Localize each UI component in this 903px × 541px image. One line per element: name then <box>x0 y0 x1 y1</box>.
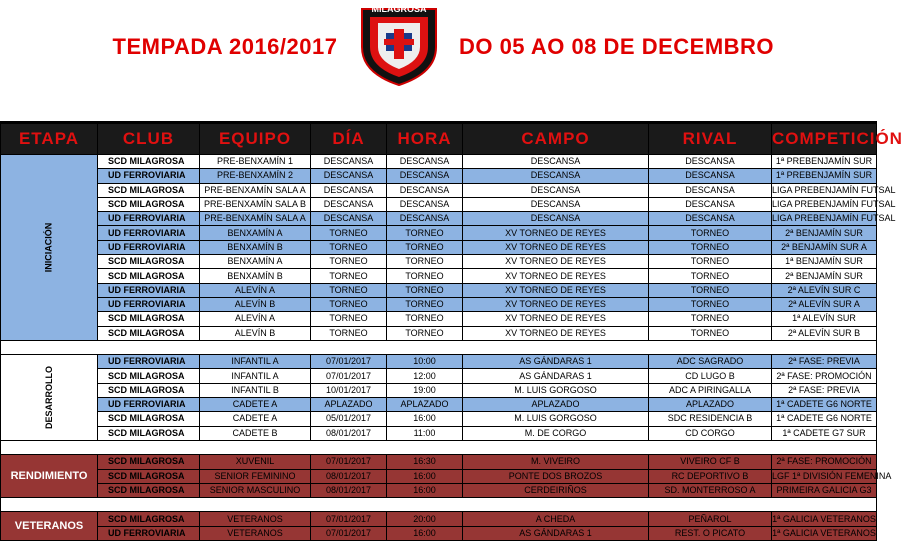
field-cell: PONTE DOS BROZOS <box>463 469 649 483</box>
rival-cell: PEÑAROL <box>649 512 772 526</box>
stage-cell <box>1 355 98 441</box>
day-cell: TORNEO <box>311 226 387 240</box>
team-cell: VETERANOS <box>200 526 311 540</box>
table-row <box>1 269 877 283</box>
team-cell: PRE-BENXAMÍN SALA B <box>200 197 311 211</box>
team-cell: BENXAMÍN B <box>200 269 311 283</box>
club-cell: SCD MILAGROSA <box>98 197 200 211</box>
time-cell: TORNEO <box>387 312 463 326</box>
team-cell: CADETE A <box>200 412 311 426</box>
rival-cell: DESCANSA <box>649 197 772 211</box>
table-row <box>1 398 877 412</box>
rival-cell: DESCANSA <box>649 155 772 169</box>
col-header-dia: DÍA <box>311 123 387 155</box>
table-row <box>1 197 877 211</box>
time-cell: APLAZADO <box>387 398 463 412</box>
field-cell: M. DE CORGO <box>463 426 649 440</box>
col-header-hora: HORA <box>387 123 463 155</box>
table-header-row <box>1 123 877 155</box>
team-cell: XUVENIL <box>200 455 311 469</box>
field-cell: AS GÁNDARAS 1 <box>463 369 649 383</box>
field-cell: XV TORNEO DE REYES <box>463 240 649 254</box>
section-gap-cell <box>1 340 877 354</box>
club-cell: SCD MILAGROSA <box>98 512 200 526</box>
rival-cell: DESCANSA <box>649 169 772 183</box>
rival-cell: REST. O PICATO <box>649 526 772 540</box>
day-cell: APLAZADO <box>311 398 387 412</box>
rival-cell: TORNEO <box>649 312 772 326</box>
day-cell: TORNEO <box>311 326 387 340</box>
competition-cell: 2ª FASE: PROMOCIÓN <box>772 369 877 383</box>
team-cell: PRE-BENXAMÍN SALA A <box>200 212 311 226</box>
col-header-club: CLUB <box>98 123 200 155</box>
col-header-campo: CAMPO <box>463 123 649 155</box>
day-cell: TORNEO <box>311 297 387 311</box>
competition-cell: 1ª GALICIA VETERANOS <box>772 526 877 540</box>
day-cell: 08/01/2017 <box>311 469 387 483</box>
day-cell: DESCANSA <box>311 169 387 183</box>
time-cell: 20:00 <box>387 512 463 526</box>
competition-cell: 2ª BENJAMÍN SUR <box>772 269 877 283</box>
competition-cell: 2ª ALEVÍN SUR B <box>772 326 877 340</box>
team-cell: INFANTIL A <box>200 369 311 383</box>
rival-cell: TORNEO <box>649 255 772 269</box>
table-row <box>1 326 877 340</box>
table-row <box>1 183 877 197</box>
col-header-rival: RIVAL <box>649 123 772 155</box>
time-cell: TORNEO <box>387 297 463 311</box>
rival-cell: TORNEO <box>649 240 772 254</box>
competition-cell: 2ª ALEVÍN SUR C <box>772 283 877 297</box>
field-cell: XV TORNEO DE REYES <box>463 283 649 297</box>
time-cell: 16:30 <box>387 455 463 469</box>
competition-cell: 2ª ALEVÍN SUR A <box>772 297 877 311</box>
field-cell: APLAZADO <box>463 398 649 412</box>
table-row <box>1 455 877 469</box>
stage-cell <box>1 155 98 341</box>
rival-cell: TORNEO <box>649 226 772 240</box>
fixtures-table <box>0 121 903 541</box>
field-cell: AS GÁNDARAS 1 <box>463 355 649 369</box>
team-cell: BENXAMÍN A <box>200 226 311 240</box>
competition-cell: 2ª BENJAMÍN SUR <box>772 226 877 240</box>
day-cell: TORNEO <box>311 312 387 326</box>
table-row <box>1 212 877 226</box>
day-cell: TORNEO <box>311 283 387 297</box>
team-cell: PRE-BENXAMÍN SALA A <box>200 183 311 197</box>
team-cell: ALEVÍN B <box>200 326 311 340</box>
field-cell: XV TORNEO DE REYES <box>463 312 649 326</box>
day-cell: 07/01/2017 <box>311 355 387 369</box>
field-cell: AS GÁNDARAS 1 <box>463 526 649 540</box>
time-cell: 10:00 <box>387 355 463 369</box>
club-cell: SCD MILAGROSA <box>98 255 200 269</box>
time-cell: DESCANSA <box>387 212 463 226</box>
competition-cell: 1ª PREBENJAMÍN SUR <box>772 155 877 169</box>
club-cell: SCD MILAGROSA <box>98 269 200 283</box>
competition-cell: 1ª BENJAMÍN SUR <box>772 255 877 269</box>
time-cell: TORNEO <box>387 269 463 283</box>
field-cell: A CHEDA <box>463 512 649 526</box>
table-row <box>1 426 877 440</box>
table-row <box>1 355 877 369</box>
team-cell: PRE-BENXAMÍN 1 <box>200 155 311 169</box>
time-cell: 11:00 <box>387 426 463 440</box>
club-crest-logo <box>356 3 442 87</box>
time-cell: DESCANSA <box>387 183 463 197</box>
team-cell: INFANTIL A <box>200 355 311 369</box>
competition-cell: LIGA PREBENJAMÍN FUTSAL <box>772 183 877 197</box>
table-row <box>1 312 877 326</box>
table-row <box>1 155 877 169</box>
club-cell: UD FERROVIARIA <box>98 526 200 540</box>
section-gap-cell <box>1 498 877 512</box>
club-cell: SCD MILAGROSA <box>98 426 200 440</box>
field-cell: DESCANSA <box>463 169 649 183</box>
club-cell: SCD MILAGROSA <box>98 183 200 197</box>
time-cell: TORNEO <box>387 326 463 340</box>
team-cell: ALEVÍN A <box>200 312 311 326</box>
table-row <box>1 469 877 483</box>
field-cell: DESCANSA <box>463 197 649 211</box>
team-cell: VETERANOS <box>200 512 311 526</box>
field-cell: XV TORNEO DE REYES <box>463 326 649 340</box>
club-cell: SCD MILAGROSA <box>98 369 200 383</box>
field-cell: DESCANSA <box>463 183 649 197</box>
club-cell: UD FERROVIARIA <box>98 297 200 311</box>
day-cell: 07/01/2017 <box>311 455 387 469</box>
competition-cell: 2ª FASE: PROMOCIÓN <box>772 455 877 469</box>
rival-cell: RC DEPORTIVO B <box>649 469 772 483</box>
field-cell: DESCANSA <box>463 155 649 169</box>
club-cell: UD FERROVIARIA <box>98 398 200 412</box>
competition-cell: 1ª ALEVÍN SUR <box>772 312 877 326</box>
club-cell: SCD MILAGROSA <box>98 469 200 483</box>
stage-label: RENDIMIENTO <box>10 469 88 482</box>
day-cell: DESCANSA <box>311 212 387 226</box>
field-cell: M. VIVEIRO <box>463 455 649 469</box>
team-cell: SENIOR MASCULINO <box>200 483 311 497</box>
competition-cell: 2ª BENJAMÍN SUR A <box>772 240 877 254</box>
day-cell: 05/01/2017 <box>311 412 387 426</box>
team-cell: ALEVÍN B <box>200 297 311 311</box>
club-cell: UD FERROVIARIA <box>98 240 200 254</box>
table-row <box>1 383 877 397</box>
competition-cell: PRIMEIRA GALICIA G3 <box>772 483 877 497</box>
section-gap <box>1 498 877 512</box>
rival-cell: APLAZADO <box>649 398 772 412</box>
time-cell: 19:00 <box>387 383 463 397</box>
time-cell: TORNEO <box>387 283 463 297</box>
rival-cell: SDC RESIDENCIA B <box>649 412 772 426</box>
day-cell: 10/01/2017 <box>311 383 387 397</box>
table-row <box>1 526 877 540</box>
table-row <box>1 369 877 383</box>
time-cell: 16:00 <box>387 526 463 540</box>
time-cell: TORNEO <box>387 255 463 269</box>
team-cell: CADETE B <box>200 426 311 440</box>
rival-cell: ADC SAGRADO <box>649 355 772 369</box>
day-cell: DESCANSA <box>311 155 387 169</box>
team-cell: BENXAMÍN B <box>200 240 311 254</box>
table-row <box>1 169 877 183</box>
season-title: TEMPADA 2016/2017 <box>112 34 338 59</box>
day-cell: DESCANSA <box>311 183 387 197</box>
table-row <box>1 226 877 240</box>
time-cell: 16:00 <box>387 469 463 483</box>
table-row <box>1 412 877 426</box>
rival-cell: TORNEO <box>649 283 772 297</box>
club-cell: UD FERROVIARIA <box>98 226 200 240</box>
rival-cell: CD CORGO <box>649 426 772 440</box>
team-cell: PRE-BENXAMÍN 2 <box>200 169 311 183</box>
col-header-equipo: EQUIPO <box>200 123 311 155</box>
section-gap <box>1 340 877 354</box>
time-cell: 16:00 <box>387 483 463 497</box>
stage-cell <box>1 455 98 498</box>
competition-cell: LIGA PREBENJAMÍN FUTSAL <box>772 197 877 211</box>
table-row <box>1 255 877 269</box>
col-header-competicion: COMPETICIÓN <box>772 123 877 155</box>
day-cell: TORNEO <box>311 269 387 283</box>
rival-cell: CD LUGO B <box>649 369 772 383</box>
field-cell: M. LUIS GORGOSO <box>463 383 649 397</box>
club-cell: UD FERROVIARIA <box>98 212 200 226</box>
day-cell: TORNEO <box>311 240 387 254</box>
stage-label: DESARROLLO <box>43 366 54 430</box>
rival-cell: ADC A PIRINGALLA <box>649 383 772 397</box>
competition-cell: 1ª CADETE G6 NORTE <box>772 412 877 426</box>
field-cell: M. LUIS GORGOSO <box>463 412 649 426</box>
time-cell: TORNEO <box>387 240 463 254</box>
table-row <box>1 283 877 297</box>
day-cell: 07/01/2017 <box>311 512 387 526</box>
table-row <box>1 483 877 497</box>
club-cell: UD FERROVIARIA <box>98 355 200 369</box>
day-cell: 07/01/2017 <box>311 369 387 383</box>
club-cell: SCD MILAGROSA <box>98 412 200 426</box>
time-cell: 16:00 <box>387 412 463 426</box>
time-cell: DESCANSA <box>387 197 463 211</box>
field-cell: XV TORNEO DE REYES <box>463 297 649 311</box>
day-cell: 07/01/2017 <box>311 526 387 540</box>
team-cell: SENIOR FEMININO <box>200 469 311 483</box>
fixtures-body <box>1 155 896 541</box>
field-cell: XV TORNEO DE REYES <box>463 255 649 269</box>
date-range-title: DO 05 AO 08 DE DECEMBRO <box>458 34 775 59</box>
table-row <box>1 512 877 526</box>
time-cell: DESCANSA <box>387 155 463 169</box>
rival-cell: TORNEO <box>649 269 772 283</box>
competition-cell: LIGA PREBENJAMÍN FUTSAL <box>772 212 877 226</box>
competition-cell: LGF 1ª DIVISIÓN FEMENINA <box>772 469 877 483</box>
col-header-etapa: ETAPA <box>1 123 98 155</box>
competition-cell: 2ª FASE: PREVIA <box>772 355 877 369</box>
time-cell: DESCANSA <box>387 169 463 183</box>
logo-name: MILAGROSA <box>371 4 427 14</box>
competition-cell: 1ª PREBENJAMÍN SUR <box>772 169 877 183</box>
competition-cell: 1ª CADETE G7 SUR <box>772 426 877 440</box>
rival-cell: TORNEO <box>649 297 772 311</box>
rival-cell: DESCANSA <box>649 212 772 226</box>
club-cell: SCD MILAGROSA <box>98 155 200 169</box>
day-cell: TORNEO <box>311 255 387 269</box>
team-cell: BENXAMÍN A <box>200 255 311 269</box>
competition-cell: 2ª FASE: PREVIA <box>772 383 877 397</box>
day-cell: DESCANSA <box>311 197 387 211</box>
club-cell: SCD MILAGROSA <box>98 455 200 469</box>
rival-cell: VIVEIRO CF B <box>649 455 772 469</box>
club-cell: SCD MILAGROSA <box>98 483 200 497</box>
club-cell: SCD MILAGROSA <box>98 383 200 397</box>
team-cell: INFANTIL B <box>200 383 311 397</box>
table-row <box>1 297 877 311</box>
table-row <box>1 240 877 254</box>
club-cell: UD FERROVIARIA <box>98 283 200 297</box>
team-cell: ALEVÍN A <box>200 283 311 297</box>
time-cell: 12:00 <box>387 369 463 383</box>
club-cell: SCD MILAGROSA <box>98 326 200 340</box>
stage-label: INICIACIÓN <box>43 222 54 273</box>
day-cell: 08/01/2017 <box>311 483 387 497</box>
rival-cell: TORNEO <box>649 326 772 340</box>
rival-cell: SD. MONTERROSO A <box>649 483 772 497</box>
competition-cell: 1ª GALICIA VETERANOS <box>772 512 877 526</box>
competition-cell: 1ª CADETE G6 NORTE <box>772 398 877 412</box>
stage-label: VETERANOS <box>14 519 84 532</box>
field-cell: DESCANSA <box>463 212 649 226</box>
rival-cell: DESCANSA <box>649 183 772 197</box>
club-cell: UD FERROVIARIA <box>98 169 200 183</box>
club-cell: SCD MILAGROSA <box>98 312 200 326</box>
field-cell: XV TORNEO DE REYES <box>463 226 649 240</box>
section-gap <box>1 440 877 454</box>
team-cell: CADETE A <box>200 398 311 412</box>
field-cell: CERDEIRIÑOS <box>463 483 649 497</box>
time-cell: TORNEO <box>387 226 463 240</box>
day-cell: 08/01/2017 <box>311 426 387 440</box>
field-cell: XV TORNEO DE REYES <box>463 269 649 283</box>
stage-cell <box>1 512 98 541</box>
section-gap-cell <box>1 440 877 454</box>
